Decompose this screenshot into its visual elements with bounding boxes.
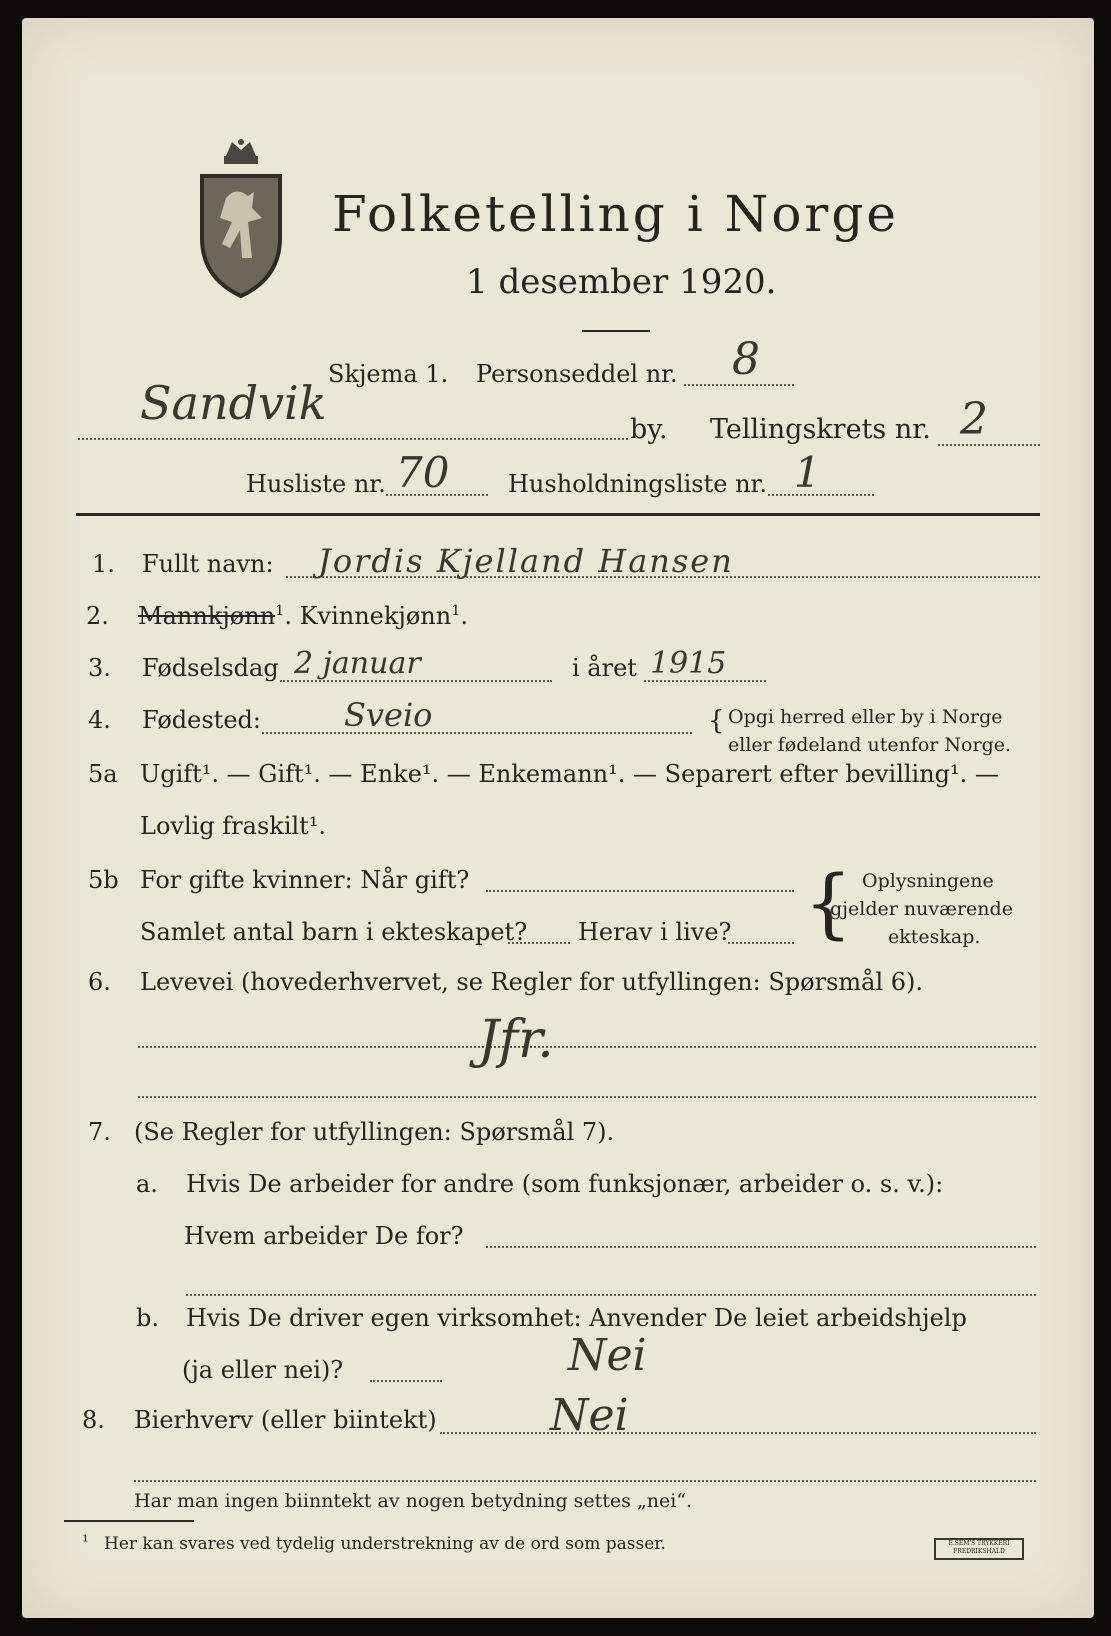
header-rule — [76, 513, 1040, 516]
q6-line-2 — [138, 1096, 1036, 1098]
q7b-line — [370, 1380, 442, 1382]
q7a-line-2: Hvem arbeider De for? — [184, 1222, 464, 1250]
q1-number: 1. — [92, 550, 115, 578]
q3-label: Fødselsdag — [142, 654, 279, 682]
birthplace-value[interactable]: Sveio — [344, 696, 433, 734]
female-option[interactable]: Kvinnekjønn — [299, 602, 452, 630]
footnote-text: Her kan svares ved tydelig understrekning av de ord som passer. — [104, 1534, 666, 1554]
city-value[interactable]: Sandvik — [140, 376, 327, 430]
side-income-value[interactable]: Nei — [550, 1390, 629, 1441]
husholdning-value[interactable]: 1 — [794, 448, 821, 497]
q7a-line — [486, 1246, 1036, 1248]
q8-number: 8. — [82, 1406, 105, 1434]
tellingskrets-label: Tellingskrets nr. — [710, 414, 931, 445]
full-name-value[interactable]: Jordis Kjelland Hansen — [318, 542, 734, 580]
q8-line-1 — [440, 1432, 1036, 1434]
schema-label: Skjema 1. — [328, 360, 449, 388]
q5b-married-line — [486, 890, 794, 892]
q4-label: Fødested: — [142, 706, 261, 734]
q7a-line-1: Hvis De arbeider for andre (som funksjonær, arbeider o. s. v.): — [186, 1170, 944, 1198]
q5b-note-1: Oplysningene — [862, 870, 994, 892]
personseddel-label: Personseddel nr. — [476, 360, 678, 388]
birthday-value[interactable]: 2 januar — [294, 646, 421, 681]
q4-note-2: eller fødeland utenfor Norge. — [728, 734, 1012, 756]
q2-options: Mannkjønn$^1$. Kvinnekjønn$^1$. — [138, 602, 469, 630]
husholdning-label: Husholdningsliste nr. — [508, 470, 767, 498]
q7a-line-extra — [186, 1294, 1036, 1296]
q7b-line-2: (ja eller nei)? — [182, 1356, 344, 1384]
q5b-children-line — [508, 942, 570, 944]
footnote-rule — [64, 1520, 194, 1522]
footnote-mark: ¹ — [82, 1532, 89, 1552]
q5b-living-label: Herav i live? — [578, 918, 732, 946]
census-date: 1 desember 1920. — [466, 262, 777, 302]
q5b-children-label: Samlet antal barn i ekteskapet? — [140, 918, 528, 946]
q7-number: 7. — [88, 1118, 111, 1146]
q4-line — [262, 732, 692, 734]
norwegian-coat-of-arms-icon — [196, 138, 286, 300]
q7-label: (Se Regler for utfyllingen: Spørsmål 7). — [134, 1118, 615, 1146]
tellingskrets-value[interactable]: 2 — [960, 394, 988, 445]
q5a-options[interactable]: Ugift¹. — Gift¹. — Enke¹. — Enkemann¹. — Separert efter bevilling¹. — — [140, 760, 999, 788]
husholdning-line — [768, 494, 874, 496]
q8-line-2 — [134, 1480, 1036, 1482]
birth-year-value[interactable]: 1915 — [650, 646, 727, 681]
q5b-married-label: For gifte kvinner: Når gift? — [140, 866, 470, 894]
q2-number: 2. — [86, 602, 109, 630]
printer-stamp: E.SEM'S TRYKKERI FREDRIKSHALD — [934, 1538, 1024, 1560]
q5a-options-2[interactable]: Lovlig fraskilt¹. — [140, 812, 327, 840]
q1-label: Fullt navn: — [142, 550, 274, 578]
q5b-note-2: gjelder nuværende — [830, 898, 1013, 920]
tellingskrets-line — [938, 444, 1040, 446]
q6-label: Levevei (hovederhvervet, se Regler for utfyllingen: Spørsmål 6). — [140, 968, 924, 996]
q3-year-label: i året — [572, 654, 637, 682]
q7a-letter: a. — [136, 1170, 158, 1198]
q6-line-1 — [138, 1046, 1036, 1048]
title-divider — [582, 330, 650, 332]
footer-note: Har man ingen biinntekt av nogen betydning settes „nei“. — [134, 1490, 693, 1512]
occupation-value[interactable]: Jfr. — [478, 1010, 554, 1070]
page-title: Folketelling i Norge — [332, 185, 899, 243]
city-line — [78, 438, 628, 440]
by-label: by. — [630, 414, 668, 445]
husliste-label: Husliste nr. — [246, 470, 386, 498]
personseddel-value[interactable]: 8 — [732, 334, 760, 385]
q5b-brace: { — [804, 858, 853, 947]
q3-number: 3. — [88, 654, 111, 682]
q5b-note-3: ekteskap. — [888, 926, 981, 948]
q5a-number: 5a — [88, 760, 118, 788]
q4-note-1: Opgi herred eller by i Norge — [728, 706, 1003, 728]
q4-brace: { — [708, 706, 725, 736]
q5b-number: 5b — [88, 866, 119, 894]
q4-number: 4. — [88, 706, 111, 734]
q7b-line-1: Hvis De driver egen virksomhet: Anvender De leiet arbeidshjelp — [186, 1304, 967, 1332]
hired-help-value[interactable]: Nei — [568, 1330, 647, 1381]
q6-number: 6. — [88, 968, 111, 996]
husliste-value[interactable]: 70 — [396, 448, 450, 497]
q8-label: Bierhverv (eller biintekt) — [134, 1406, 437, 1434]
q7b-letter: b. — [136, 1304, 159, 1332]
q5b-living-line — [728, 942, 794, 944]
male-option[interactable]: Mannkjønn — [138, 602, 276, 630]
